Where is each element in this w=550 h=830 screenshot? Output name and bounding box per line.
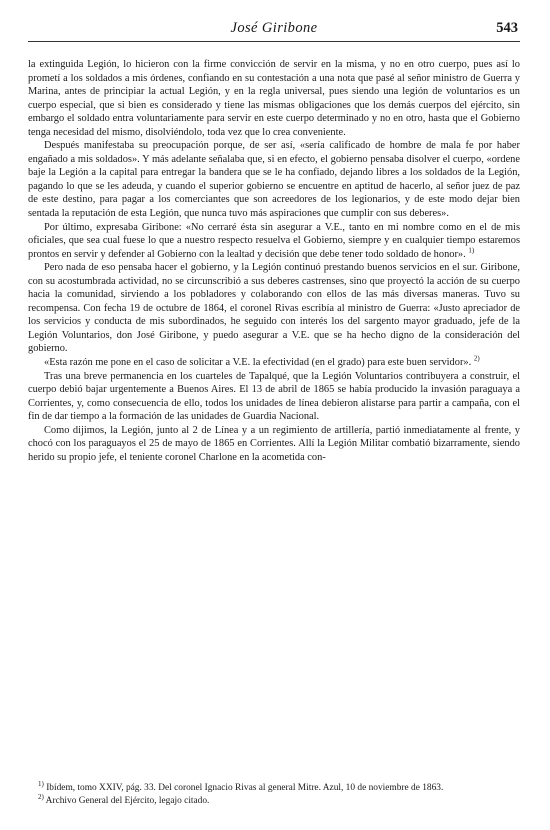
paragraph-text: la extinguida Legión, lo hicieron con la firme convicción de servir en la misma, y no en otro cuerpo, pues así lo prometí a los soldados a mis órdenes, confiando en su contestación a una nota que pasé al señor ministro de Guerra y Marina, antes de principiar la actual Legión, y en la regla universal, pues siendo una legión de voluntarios es un cuerpo especial, que si bien es considerado y tiene las mismas obligaciones que los demás cuerpos del ejército, sin embargo el soldado entra voluntariamente para servir en este cuerpo determinado y no en otro, hasta que el Gobierno tenga necesidad del mismo, disolviéndolo, toda vez que lo crea conveniente. <box>28 59 520 138</box>
page-number: 543 <box>496 20 518 36</box>
paragraph-2 <box>28 139 520 220</box>
footnote-ref-1: 1) <box>468 246 475 255</box>
paragraph-text: Por último, expresaba Giribone: «No cerraré ésta sin asegurar a V.E., tanto en mi nombre como en el de mis oficiales, que sea cual fuese lo que a nuestro respecto resuelva el Gobierno, siempre y en cualquier tiempo estaremos prontos en servir y defender al Gobierno con la lealtad y decisión que debe tener todo soldado de honor». <box>28 221 520 260</box>
header-rule <box>28 41 520 42</box>
paragraph-text: Tras una breve permanencia en los cuarteles de Tapalqué, que la Legión Voluntarios contribuyera a construir, el cuerpo debió bajar urgentemente a Buenos Aires. El 13 de abril de 1865 se había producido la invasión paraguaya a Corrientes, y, como consecuencia de ello, todos los unidades de línea debieron alistarse para partir a campaña, con el fin de dar tiempo a la formación de las unidades de Guardia Nacional. <box>28 370 520 423</box>
paragraph-6 <box>28 370 520 424</box>
paragraph-7 <box>28 424 520 465</box>
running-head: José Giribone <box>230 20 318 36</box>
paragraph-5 <box>28 356 520 370</box>
footnote-marker: 2) <box>38 792 44 801</box>
paragraph-1 <box>28 58 520 139</box>
footnote-ref-2: 2) <box>473 354 480 363</box>
page-header <box>28 20 520 42</box>
paragraph-text: Después manifestaba su preocupación porque, de ser así, «sería calificado de hombre de mala fe por haber engañado a mis soldados». Y más adelante señalaba que, si en efecto, el gobierno pensaba disolver el cuerpo, «ordene baje la Legión a la capital para entregar la bandera que se le ha confiado, dejando libres a los soldados de la Legión, pagando lo que se les adeuda, y cuando el superior gobierno se encuentre en aptitud de hacerlo, al señor juez de paz de este destino, para pagar a los comerciantes que son acreedores de los legionarios, y de este modo dejar bien sentada la reputación de esta Legión, que nunca tuvo más aspiraciones que cumplir con sus deberes». <box>28 140 520 220</box>
paragraph-text: Como dijimos, la Legión, junto al 2 de Línea y a un regimiento de artillería, partió inmediatamente al frente, y chocó con los paraguayos el 25 de mayo de 1865 en Corrientes. Allí la Legión Militar combatió bizarramente, siendo herido su propio jefe, el teniente coronel Charlone en la acometida con- <box>28 424 520 463</box>
paragraph-4 <box>28 261 520 356</box>
body-text <box>28 58 520 464</box>
footnote-2 <box>28 792 520 808</box>
paragraph-3 <box>28 221 520 262</box>
footnote-text: Archivo General del Ejército, legajo citado. <box>45 796 210 806</box>
footnote-marker: 1) <box>38 779 44 788</box>
footnotes <box>28 779 520 808</box>
footnote-text: Ibídem, tomo XXIV, pág. 33. Del coronel Ignacio Rivas al general Mitre. Azul, 10 de noviembre de 1863. <box>46 783 444 793</box>
footnote-1 <box>28 779 520 795</box>
paragraph-text: «Esta razón me pone en el caso de solicitar a V.E. la efectividad (en el grado) para este buen servidor». <box>44 357 472 369</box>
paragraph-text: Pero nada de eso pensaba hacer el gobierno, y la Legión continuó prestando buenos servicios en el sur. Giribone, con su acostumbrada actividad, no se circunscribió a sus deberes castrenses, sino que proyectó la acción de su cuerpo hacia la comunidad, sirviendo a los pobladores y colaborando con ellos de las más diversas maneras. Tuvo su recompensa. Con fecha 19 de octubre de 1864, el coronel Rivas escribía al ministro de Guerra: «Justo apreciador de los servicios y conducta de mis subordinados, he seguido con interés los del sargento mayor graduado, jefe de la Legión Voluntarios, don José Giribone, y puedo asegurar a V.E. que se ha hecho digno de la consideración del gobierno. <box>28 262 520 355</box>
